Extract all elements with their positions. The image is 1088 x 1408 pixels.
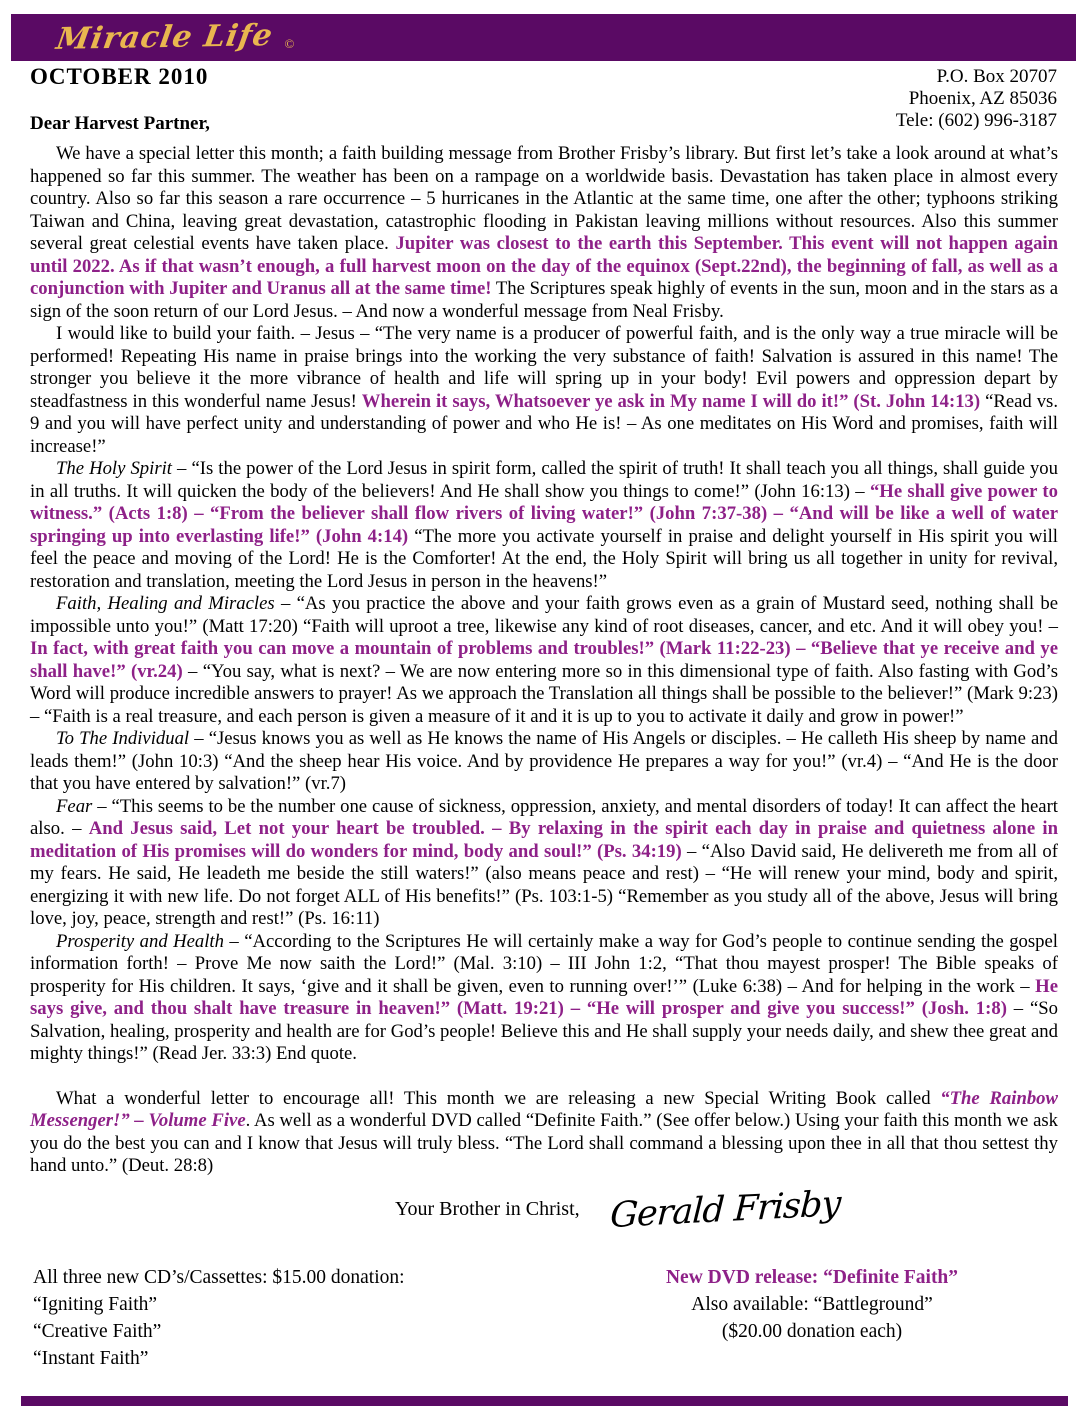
paragraph [30, 728, 1058, 796]
text-run: “Read vs. 9 and you will have perfect unity and understanding of power and who He is! – As one meditates on His Word and promises, faith will increase!” [30, 390, 1058, 457]
text-run: . As well as a wonderful DVD called “Definite Faith.” (See offer below.) Using your faith this month we ask you do the best you can and I know that Jesus will truly bless. “The Lord shall command a blessing upon thee in all that thou settest thy hand unto.” (Deut. 28:8) [30, 1110, 1058, 1176]
footer-bar [21, 1396, 1068, 1406]
text-run: Wherein it says, Whatsoever ye ask in My name I will do it!” (St. John 14:13) [361, 390, 981, 412]
text-run: I would like to build your faith. – Jesus – “The very name is a producer of powerful faith, and is the only way a true miracle will be performed! Repeating His name in praise brings into the working the very substance of faith! Salvation is assured in this name! The stronger you believe it the more vibrance of health and life will spring up in your body! Evil powers and oppression depart by steadfastness in this wonderful name Jesus! [30, 323, 1058, 412]
valediction: Your Brother in Christ, [395, 1197, 580, 1220]
city-state-zip-line: Phoenix, AZ 85036 [908, 88, 1057, 109]
text-run: In fact, with great faith you can move a mountain of problems and troubles!” (Mark 11:22-23) – “Believe that ye receive and ye shall have!” (vr.24) [30, 638, 1058, 682]
contact-block [896, 66, 1057, 132]
offer-line: New DVD release: “Definite Faith” [665, 1266, 959, 1288]
offer-line: Also available: “Battleground” [691, 1293, 933, 1315]
text-run: – “According to the Scriptures He will certainly make a way for God’s people to continue sending the gospel information forth! – Prove Me now saith the Lord!” (Mal. 3:10) – III John 1:2, “That thou mayest prosper! The Bible speaks of prosperity for His children. It says, ‘give and it shall be given, even to running over!’” (Luke 6:38) – And for helping in the work – [30, 930, 1059, 997]
paragraph [30, 593, 1058, 728]
cd-offer-list [30, 1264, 566, 1372]
paragraph [30, 796, 1058, 931]
text-run: The Holy Spirit [56, 458, 172, 479]
signature: Gerald Frisby [608, 1183, 841, 1236]
paragraph [30, 143, 1058, 323]
phone-line: Tele: (602) 996-3187 [895, 110, 1057, 131]
offer-line: ($20.00 donation each) [721, 1320, 903, 1342]
letter-content [30, 143, 1058, 1372]
offer-line: “Igniting Faith” [33, 1293, 158, 1315]
text-run: – “So Salvation, healing, prosperity and health are for God’s people! Believe this and He shall supply your needs daily, and shew thee great and mighty things!” (Read Jer. 33:3) End quote. [30, 998, 1058, 1064]
masthead-banner [11, 14, 1076, 61]
po-box-line: P.O. Box 20707 [936, 66, 1057, 87]
letter-body [30, 143, 1058, 1178]
text-run: – “This seems to be the number one cause of sickness, oppression, anxiety, and mental disorders of today! It can affect the heart also. – [30, 795, 1058, 839]
text-run: Jupiter was closest to the earth this September. This event will not happen again until 2022. As if that wasn’t enough, a full harvest moon on the day of the equinox (Sept.22nd), the beginning of fall, as well as a conjunction with Jupiter and Uranus all at the same time! [30, 233, 1058, 299]
masthead-logo: Miracle Life [53, 18, 276, 57]
text-run: “The more you activate yourself in praise and delight yourself in His spirit you will feel the peace and moving of the Lord! He is the Comforter! At the end, the Holy Spirit will bring us all together in unity for revival, restoration and translation, meeting the Lord Jesus in person in the heavens!” [30, 525, 1058, 592]
text-run: What a wonderful letter to encourage all! This month we are releasing a new Special Writing Book called [56, 1087, 941, 1109]
offer-line: “Instant Faith” [33, 1347, 149, 1369]
paragraph [30, 931, 1058, 1066]
text-run: “He shall give power to witness.” (Acts 1:8) – “From the believer shall flow rivers of living water!” (John 7:37-38) – “And will be like a well of water springing up into everlasting life!” (John 4:14) [30, 480, 1058, 547]
text-run: – “Jesus knows you as well as He knows the name of His Angels or disciples. – He calleth His sheep by name and leads them!” (John 10:3) “And the sheep hear His voice. And by providence He prepares a way for you!” (vr.4) – “And He is the door that you have entered by salvation!” (vr.7) [30, 728, 1058, 794]
text-run: The Scriptures speak highly of events in the sun, moon and in the stars as a sign of the soon return of our Lord Jesus. – And now a wonderful message from Neal Frisby. [30, 278, 1059, 322]
text-run: – “As you practice the above and your faith grows even as a grain of Mustard seed, nothing shall be impossible unto you!” (Matt 17:20) “Faith will uproot a tree, likewise any kind of root diseases, cancer, and etc. And it will obey you! – [30, 593, 1058, 637]
salutation: Dear Harvest Partner, [30, 113, 210, 134]
offer-line: All three new CD’s/Cassettes: $15.00 donation: [33, 1266, 405, 1288]
paragraph [30, 323, 1058, 458]
text-run: – “You say, what is next? – We are now entering more so in this dimensional type of faith. Also fasting with God’s Word will produce incredible answers to prayer! As we approach the Translation all things shall be possible to the believer!” (Mark 9:23) – “Faith is a real treasure, and each person is given a measure of it and it is up to you to activate it daily and grow in power!” [30, 660, 1059, 727]
offer-line: “Creative Faith” [33, 1320, 162, 1342]
text-run: We have a special letter this month; a faith building message from Brother Frisby’s library. But first let’s take a look around at what’s happened so far this summer. The weather has been on a rampage on a worldwide basis. Devastation has taken place in almost every country. Also so far this season a rare occurrence – 5 hurricanes in the Atlantic at the same time, one after the other; typhoons striking Taiwan and China, leaving great devastation, catastrophic flooding in Pakistan leaving millions without resources. Also this summer several great celestial events have taken place. [30, 143, 1058, 254]
text-run: And Jesus said, Let not your heart be troubled. – By relaxing in the spirit each day in praise and quietness alone in meditation of His promises will do wonders for mind, body and soul!” (Ps. 34:19) [30, 818, 1058, 862]
paragraph [30, 458, 1058, 593]
text-run: “The Rainbow Messenger!” – Volume Five [30, 1087, 1058, 1131]
text-run: To The Individual [56, 728, 190, 749]
text-run: – “Is the power of the Lord Jesus in spirit form, called the spirit of truth! It shall teach you all things, shall guide you in all truths. It will quicken the body of the believers! And He shall show you things to come!” (John 16:13) – [30, 458, 1058, 502]
closing-row [395, 1183, 1058, 1250]
text-run: Faith, Healing and Miracles [56, 593, 275, 614]
text-run: Fear [56, 795, 93, 817]
text-run: Prosperity and Health [56, 930, 224, 952]
paragraph [30, 1088, 1058, 1178]
issue-date: OCTOBER 2010 [30, 64, 209, 89]
text-run: He says give, and thou shalt have treasure in heaven!” (Matt. 19:21) – “He will prosper and give you success!” (Josh. 1:8) [30, 975, 1058, 1019]
text-run: – “Also David said, He delivereth me from all of my fears. He said, He leadeth me beside the still waters!” (also means peace and rest) – “He will renew your mind, body and spirit, energizing it with new life. Do not forget ALL of His benefits!” (Ps. 103:1-5) “Remember as you study all of the above, Jesus will bring love, joy, peace, strength and rest!” (Ps. 16:11) [30, 840, 1058, 929]
copyright-symbol: © [284, 35, 295, 51]
offers-section [30, 1264, 1058, 1372]
dvd-offer-list [566, 1264, 1058, 1372]
